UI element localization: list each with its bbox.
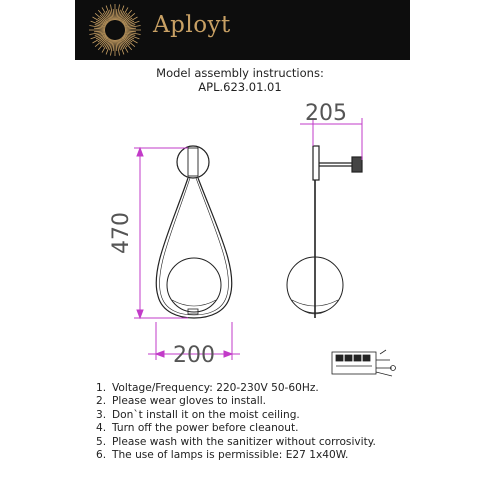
instruction-item: 4. Turn off the power before cleanout. (96, 422, 299, 435)
width-dimension-label: 200 (173, 343, 215, 368)
terminal-block-icon (332, 350, 396, 376)
instruction-item: 1. Voltage/Frequency: 220-230V 50-60Hz. (96, 382, 319, 394)
front-view-lamp (156, 146, 232, 318)
instruction-item: 6. The use of lamps is permissible: E27 1x40W. (96, 449, 349, 462)
instruction-item: 2. Please wear gloves to install. (96, 395, 267, 408)
side-view-lamp (287, 146, 362, 318)
height-dimension-label: 470 (109, 212, 134, 254)
instruction-item: 5. Please wash with the sanitizer without corrosivity. (96, 435, 376, 448)
model-number: APL.623.01.01 (198, 80, 282, 94)
instruction-item: 3. Don`t install it on the moist ceiling. (96, 408, 300, 421)
instruction-list (96, 382, 376, 462)
depth-dimension-label: 205 (305, 101, 347, 126)
document-title: Model assembly instructions: (156, 66, 324, 80)
brand-name: Aployt (153, 12, 231, 38)
